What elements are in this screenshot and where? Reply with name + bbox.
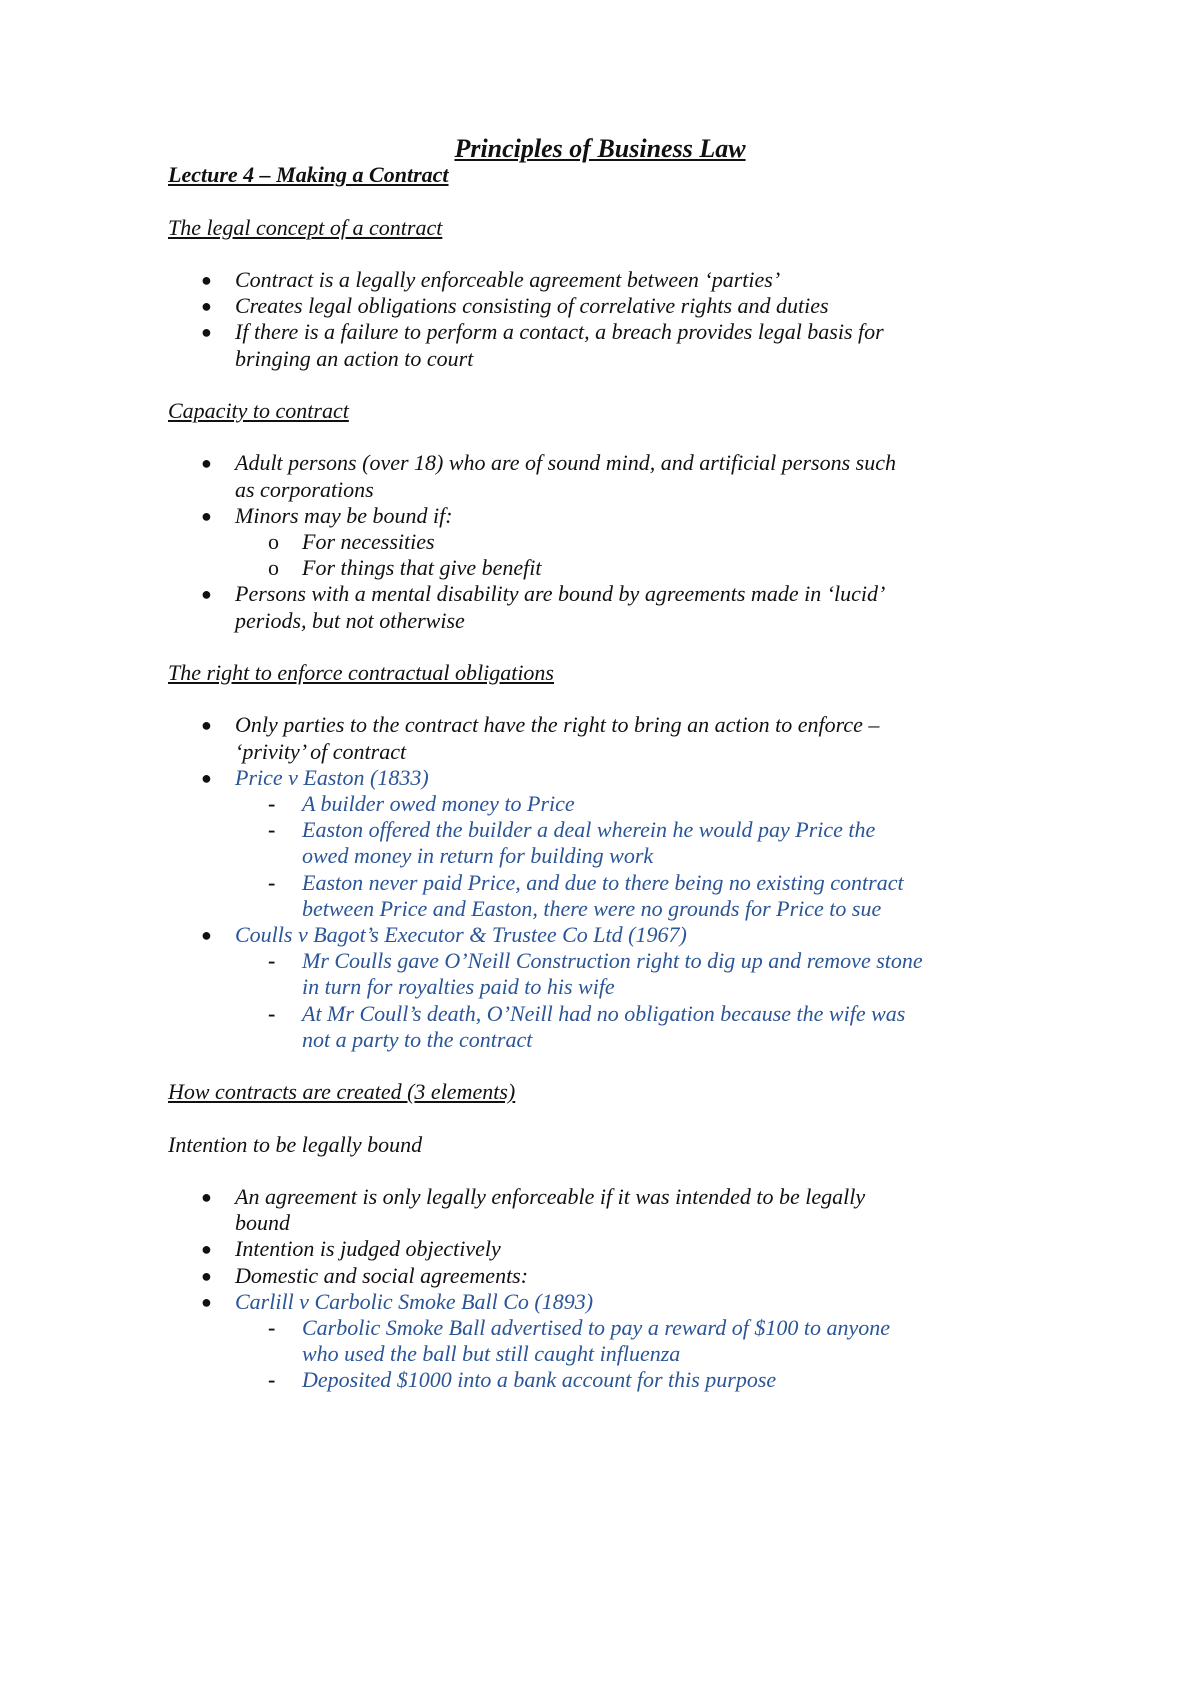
circle-bullet-icon: o — [268, 555, 279, 581]
list-item-text: At Mr Coull’s death, O’Neill had no obligation because the wife was — [302, 1000, 906, 1026]
list-item — [168, 267, 1028, 293]
dash-bullet-icon: - — [268, 790, 276, 816]
list-item-text: An agreement is only legally enforceable if it was intended to be legally — [235, 1183, 866, 1209]
list-item-text: For necessities — [302, 528, 435, 554]
list-item-text: Easton never paid Price, and due to there being no existing contract — [302, 869, 904, 895]
blank-line — [168, 424, 1028, 450]
dash-bullet-icon: - — [268, 948, 276, 974]
list-item-text: Contract is a legally enforceable agreement between ‘parties’ — [235, 266, 781, 292]
list-item — [168, 922, 1028, 948]
list-item-text: ‘privity’ of contract — [235, 738, 407, 764]
blank-line — [168, 634, 1028, 660]
list-item-text: between Price and Easton, there were no grounds for Price to sue — [302, 895, 882, 921]
section-heading: How contracts are created (3 elements) — [168, 1079, 516, 1105]
bullet-icon: ● — [201, 767, 212, 788]
blank-line — [168, 372, 1028, 398]
list-item-text: For things that give benefit — [302, 555, 542, 581]
bullet-icon: ● — [201, 453, 212, 474]
list-item-text: Carlill v Carbolic Smoke Ball Co (1893) — [235, 1288, 594, 1314]
bullet-icon: ● — [201, 269, 212, 290]
dash-bullet-icon: - — [268, 1314, 276, 1340]
list-item — [168, 1263, 1028, 1289]
list-item — [168, 503, 1028, 529]
list-item-text: as corporations — [235, 476, 374, 502]
list-item-text: Intention is judged objectively — [235, 1236, 501, 1262]
list-item-text: Deposited $1000 into a bank account for this purpose — [302, 1367, 777, 1393]
section-heading: Lecture 4 – Making a Contract — [168, 162, 449, 188]
list-item — [168, 581, 1028, 633]
blank-line — [168, 1158, 1028, 1184]
bullet-icon: ● — [201, 584, 212, 605]
list-item-text: Coulls v Bagot’s Executor & Trustee Co Ltd (1967) — [235, 921, 687, 947]
dash-bullet-icon: - — [268, 1000, 276, 1026]
section-heading: The right to enforce contractual obligations — [168, 659, 554, 685]
list-item — [168, 319, 1028, 371]
paragraph: Intention to be legally bound — [168, 1131, 423, 1157]
list-item-text: A builder owed money to Price — [302, 790, 575, 816]
list-item-text: owed money in return for building work — [302, 843, 654, 869]
bullet-icon: ● — [201, 1186, 212, 1207]
list-item-text: not a party to the contract — [302, 1026, 533, 1052]
sub-list-item — [168, 1367, 1028, 1393]
list-item-text: Carbolic Smoke Ball advertised to pay a reward of $100 to anyone — [302, 1314, 891, 1340]
sub-list-item — [168, 1315, 1028, 1367]
list-item-text: Only parties to the contract have the right to bring an action to enforce – — [235, 712, 880, 738]
sub-list-item — [168, 529, 1028, 555]
dash-bullet-icon: - — [268, 869, 276, 895]
sub-list-item — [168, 555, 1028, 581]
bullet-icon: ● — [201, 715, 212, 736]
section-heading: The legal concept of a contract — [168, 214, 443, 240]
sub-list-item — [168, 817, 1028, 869]
bullet-icon: ● — [201, 322, 212, 343]
list-item-text: Minors may be bound if: — [235, 502, 453, 528]
list-item-text: Price v Easton (1833) — [235, 764, 429, 790]
blank-line — [168, 188, 1028, 214]
blank-line — [168, 136, 1028, 162]
list-item-text: bound — [235, 1210, 290, 1236]
list-item — [168, 450, 1028, 502]
bullet-icon: ● — [201, 1291, 212, 1312]
sub-list-item — [168, 1001, 1028, 1053]
list-item — [168, 1289, 1028, 1315]
document-title: Principles of Business Law — [454, 134, 746, 163]
list-item — [168, 1184, 1028, 1236]
circle-bullet-icon: o — [268, 528, 279, 554]
blank-line — [168, 686, 1028, 712]
list-item-text: If there is a failure to perform a contact, a breach provides legal basis for — [235, 319, 884, 345]
list-item-text: Easton offered the builder a deal wherein he would pay Price the — [302, 817, 876, 843]
sub-list-item — [168, 948, 1028, 1000]
document-body — [168, 136, 1028, 1394]
list-item — [168, 712, 1028, 764]
bullet-icon: ● — [201, 1239, 212, 1260]
list-item-text: Creates legal obligations consisting of correlative rights and duties — [235, 293, 829, 319]
blank-line — [168, 1053, 1028, 1079]
list-item-text: in turn for royalties paid to his wife — [302, 974, 615, 1000]
list-item — [168, 1236, 1028, 1262]
list-item-text: who used the ball but still caught influenza — [302, 1341, 681, 1367]
bullet-icon: ● — [201, 1265, 212, 1286]
list-item — [168, 293, 1028, 319]
bullet-icon: ● — [201, 505, 212, 526]
list-item-text: Persons with a mental disability are bound by agreements made in ‘lucid’ — [235, 581, 886, 607]
list-item-text: Adult persons (over 18) who are of sound mind, and artificial persons such — [235, 450, 896, 476]
list-item-text: periods, but not otherwise — [235, 607, 465, 633]
blank-line — [168, 241, 1028, 267]
dash-bullet-icon: - — [268, 1367, 276, 1393]
bullet-icon: ● — [201, 296, 212, 317]
list-item-text: Domestic and social agreements: — [235, 1262, 529, 1288]
bullet-icon: ● — [201, 924, 212, 945]
list-item — [168, 765, 1028, 791]
list-item-text: Mr Coulls gave O’Neill Construction right to dig up and remove stone — [302, 948, 923, 974]
blank-line — [168, 1105, 1028, 1131]
sub-list-item — [168, 791, 1028, 817]
list-item-text: bringing an action to court — [235, 345, 474, 371]
sub-list-item — [168, 870, 1028, 922]
section-heading: Capacity to contract — [168, 397, 349, 423]
dash-bullet-icon: - — [268, 817, 276, 843]
